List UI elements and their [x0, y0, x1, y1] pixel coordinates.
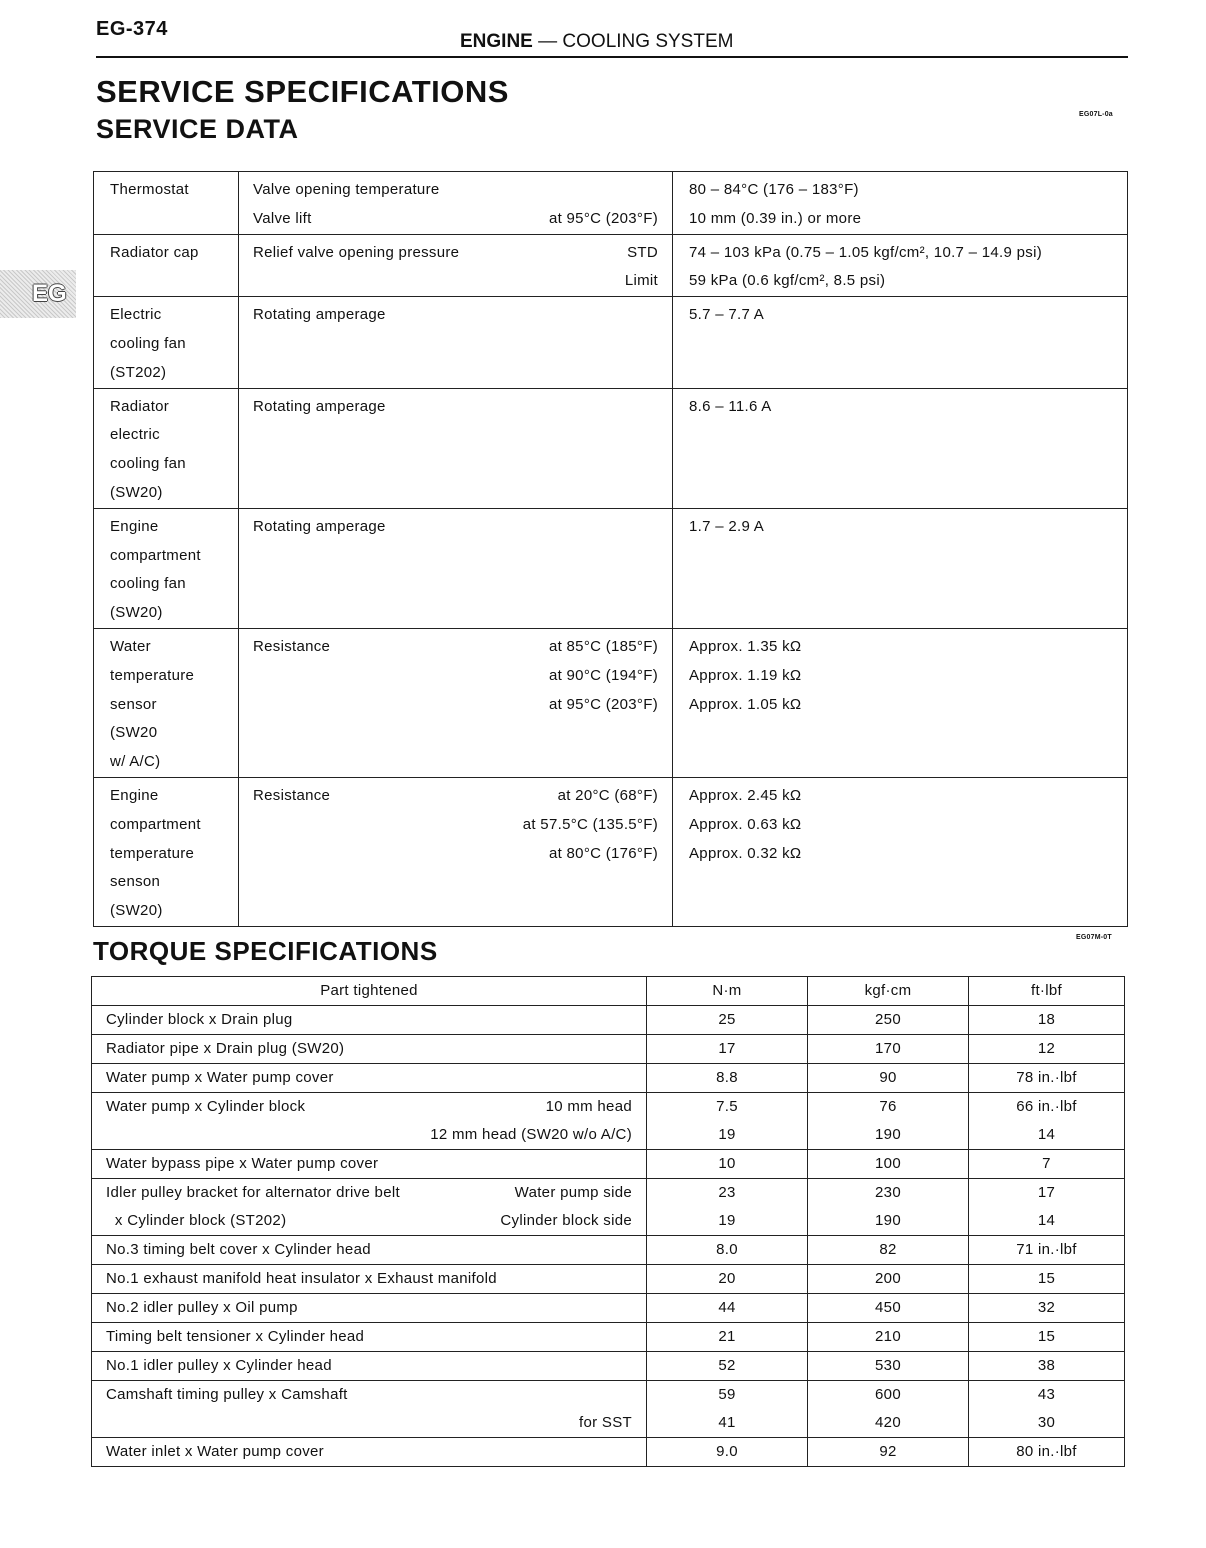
- torque-kgf-value: 100: [875, 1155, 901, 1172]
- header-nm: N·m: [647, 977, 808, 1006]
- torque-row: [92, 1265, 1125, 1294]
- service-item-line: (SW20): [110, 483, 163, 501]
- service-item-line: Radiator: [110, 397, 170, 415]
- torque-ftlbf-value: 38: [1037, 1357, 1056, 1374]
- torque-ftlbf: [969, 1150, 1125, 1179]
- service-item-line: cooling fan: [110, 334, 186, 352]
- condition-line: [253, 205, 658, 234]
- service-value: [673, 234, 1128, 297]
- torque-nm-value: 9.0: [716, 1443, 738, 1460]
- torque-nm-value: 44: [718, 1299, 736, 1316]
- part-line: [106, 1409, 632, 1437]
- service-item-line: cooling fan: [110, 455, 186, 473]
- part-tightened: [92, 1265, 647, 1294]
- condition-qualifier: at 95°C (203°F): [548, 209, 658, 227]
- torque-kgf-value: 190: [875, 1212, 901, 1229]
- part-line: [106, 1352, 632, 1380]
- part-line: [106, 1179, 632, 1207]
- torque-nm-value: 41: [718, 1414, 736, 1431]
- service-item: [94, 234, 239, 297]
- part-line: [106, 1064, 632, 1092]
- condition-text: Relief valve opening pressure: [253, 243, 460, 261]
- part-line: [106, 1121, 632, 1149]
- torque-row: [92, 1035, 1125, 1064]
- dash: —: [538, 31, 558, 52]
- service-row: [94, 172, 1128, 235]
- torque-ftlbf-value: 15: [1037, 1270, 1056, 1287]
- condition-line: [253, 301, 658, 330]
- torque-heading: TORQUE SPECIFICATIONS: [93, 936, 438, 966]
- part-tightened: [92, 1179, 647, 1236]
- service-condition: [239, 172, 673, 235]
- service-item-line: w/ A/C): [110, 753, 161, 771]
- torque-nm-value: 17: [718, 1040, 736, 1057]
- torque-kgf: [808, 1150, 969, 1179]
- torque-kgf: [808, 1381, 969, 1438]
- part-tightened: [92, 1150, 647, 1179]
- torque-kgf-value: 600: [875, 1386, 901, 1403]
- torque-row: [92, 1093, 1125, 1150]
- part-tightened: [92, 1093, 647, 1150]
- torque-ftlbf-value: 12: [1037, 1040, 1056, 1057]
- service-condition: [239, 508, 673, 628]
- service-item-line: (SW20): [110, 902, 163, 920]
- part-name: Radiator pipe x Drain plug (SW20): [106, 1040, 345, 1057]
- condition-text: Valve lift: [253, 209, 312, 227]
- part-tightened: [92, 1438, 647, 1467]
- service-item: [94, 777, 239, 926]
- service-item-line: sensor: [110, 695, 157, 713]
- service-row: [94, 234, 1128, 297]
- condition-line: [253, 267, 658, 296]
- service-item-line: compartment: [110, 546, 201, 564]
- condition-qualifier: at 57.5°C (135.5°F): [522, 815, 658, 833]
- torque-nm: [647, 1179, 808, 1236]
- torque-row: [92, 1381, 1125, 1438]
- condition-text: Resistance: [253, 637, 331, 655]
- part-line: [106, 1236, 632, 1264]
- service-row: [94, 628, 1128, 777]
- torque-kgf-value: 450: [875, 1299, 901, 1316]
- torque-row: [92, 1236, 1125, 1265]
- torque-nm-value: 10: [718, 1155, 736, 1172]
- spec-value: 8.6 – 11.6 A: [689, 397, 772, 415]
- torque-kgf-value: 200: [875, 1270, 901, 1287]
- part-name: Cylinder block x Drain plug: [106, 1011, 293, 1028]
- section-tab-label: EG: [32, 280, 67, 307]
- service-item-line: (ST202): [110, 363, 167, 381]
- torque-kgf: [808, 1236, 969, 1265]
- part-tightened: [92, 1035, 647, 1064]
- part-tightened: [92, 1006, 647, 1035]
- part-line: [106, 1207, 632, 1235]
- torque-kgf-value: 76: [879, 1098, 897, 1115]
- service-item-line: electric: [110, 426, 160, 444]
- torque-kgf: [808, 1179, 969, 1236]
- part-qualifier: Water pump side: [514, 1184, 632, 1201]
- section-tab: [0, 270, 76, 318]
- torque-nm: [647, 1323, 808, 1352]
- part-name: x Cylinder block (ST202): [106, 1212, 287, 1229]
- part-name: Camshaft timing pulley x Camshaft: [106, 1386, 348, 1403]
- spec-value: Approx. 0.63 kΩ: [689, 815, 802, 833]
- torque-row: [92, 1179, 1125, 1236]
- torque-ftlbf: [969, 1035, 1125, 1064]
- torque-nm: [647, 1352, 808, 1381]
- condition-text: Rotating amperage: [253, 517, 386, 535]
- torque-kgf-value: 190: [875, 1126, 901, 1143]
- page-number: EG-374: [96, 18, 168, 40]
- header-ft: ft·lbf: [969, 977, 1125, 1006]
- torque-row: [92, 1006, 1125, 1035]
- part-name: No.2 idler pulley x Oil pump: [106, 1299, 298, 1316]
- service-value: [673, 388, 1128, 508]
- torque-kgf: [808, 1035, 969, 1064]
- part-line: [106, 1265, 632, 1293]
- torque-nm: [647, 1064, 808, 1093]
- torque-ftlbf: [969, 1236, 1125, 1265]
- service-row: [94, 388, 1128, 508]
- condition-text: Valve opening temperature: [253, 181, 440, 198]
- service-value: [673, 297, 1128, 388]
- torque-kgf-value: 530: [875, 1357, 901, 1374]
- torque-nm: [647, 1006, 808, 1035]
- torque-kgf: [808, 1265, 969, 1294]
- torque-ftlbf-value: 32: [1037, 1299, 1056, 1316]
- service-item-line: Water: [110, 637, 151, 655]
- service-item: [94, 508, 239, 628]
- torque-kgf-value: 230: [875, 1184, 901, 1201]
- torque-kgf: [808, 1294, 969, 1323]
- torque-nm-value: 20: [718, 1270, 736, 1287]
- torque-ftlbf: [969, 1179, 1125, 1236]
- condition-line: [253, 513, 658, 542]
- torque-kgf-value: 82: [879, 1241, 897, 1258]
- service-value: [673, 508, 1128, 628]
- service-item-line: Engine: [110, 517, 159, 535]
- condition-line: [253, 633, 658, 662]
- torque-header-row: [92, 977, 1125, 1006]
- part-tightened: [92, 1323, 647, 1352]
- torque-nm-value: 59: [718, 1386, 736, 1403]
- part-tightened: [92, 1236, 647, 1265]
- service-item-line: Thermostat: [110, 181, 189, 198]
- torque-ftlbf-value: 15: [1037, 1328, 1056, 1345]
- service-condition: [239, 628, 673, 777]
- service-item-line: (SW20: [110, 724, 158, 742]
- service-condition: [239, 777, 673, 926]
- spec-value: Approx. 0.32 kΩ: [689, 844, 802, 862]
- part-name: Water inlet x Water pump cover: [106, 1443, 324, 1460]
- torque-nm-value: 23: [718, 1184, 736, 1201]
- torque-nm-value: 19: [718, 1212, 736, 1229]
- torque-ftlbf-value: 43: [1037, 1386, 1056, 1403]
- condition-qualifier: Limit: [624, 272, 658, 290]
- torque-kgf: [808, 1323, 969, 1352]
- spec-value: 59 kPa (0.6 kgf/cm², 8.5 psi): [689, 272, 886, 290]
- spec-value: Approx. 1.35 kΩ: [689, 637, 802, 655]
- condition-qualifier: at 90°C (194°F): [548, 666, 658, 684]
- torque-ftlbf-value: 71 in.·lbf: [1016, 1241, 1077, 1258]
- part-name: Timing belt tensioner x Cylinder head: [106, 1328, 365, 1345]
- service-row: [94, 508, 1128, 628]
- torque-ftlbf: [969, 1438, 1125, 1467]
- spec-value: Approx. 1.19 kΩ: [689, 666, 802, 684]
- header-rule: [96, 56, 1128, 58]
- torque-nm: [647, 1294, 808, 1323]
- service-value: [673, 628, 1128, 777]
- torque-code: EG07M-0T: [1076, 934, 1112, 941]
- part-line: [106, 1438, 632, 1466]
- torque-ftlbf: [969, 1093, 1125, 1150]
- service-row: [94, 777, 1128, 926]
- torque-ftlbf-value: 18: [1037, 1011, 1056, 1028]
- part-qualifier: 12 mm head (SW20 w/o A/C): [430, 1126, 632, 1143]
- torque-ftlbf-value: 17: [1037, 1184, 1056, 1201]
- torque-ftlbf-value: 7: [1042, 1155, 1051, 1172]
- service-item: [94, 388, 239, 508]
- torque-kgf-value: 210: [875, 1328, 901, 1345]
- torque-kgf-value: 420: [875, 1414, 901, 1431]
- part-name: Water bypass pipe x Water pump cover: [106, 1155, 379, 1172]
- torque-row: [92, 1150, 1125, 1179]
- condition-line: [253, 662, 658, 691]
- part-line: [106, 1150, 632, 1178]
- service-data-heading: SERVICE DATA: [96, 114, 299, 144]
- service-item: [94, 297, 239, 388]
- torque-nm: [647, 1093, 808, 1150]
- service-item-line: Radiator cap: [110, 243, 199, 261]
- torque-kgf-value: 170: [875, 1040, 901, 1057]
- part-line: [106, 1035, 632, 1063]
- part-name: Water pump x Water pump cover: [106, 1069, 334, 1086]
- torque-ftlbf-value: 30: [1037, 1414, 1056, 1431]
- torque-kgf: [808, 1352, 969, 1381]
- service-row: [94, 297, 1128, 388]
- part-name: No.1 exhaust manifold heat insulator x Exhaust manifold: [106, 1270, 497, 1287]
- condition-qualifier: at 20°C (68°F): [557, 786, 658, 804]
- torque-ftlbf: [969, 1294, 1125, 1323]
- condition-line: [253, 239, 658, 268]
- condition-line: [253, 782, 658, 811]
- torque-nm-value: 8.0: [716, 1241, 738, 1258]
- part-line: [106, 1294, 632, 1322]
- torque-table: [91, 976, 1125, 1467]
- torque-kgf-value: 92: [879, 1443, 897, 1460]
- torque-kgf-value: 250: [875, 1011, 901, 1028]
- part-qualifier: for SST: [579, 1414, 632, 1431]
- torque-nm-value: 7.5: [716, 1098, 738, 1115]
- service-item-line: Electric: [110, 306, 162, 324]
- spec-value: Approx. 2.45 kΩ: [689, 786, 802, 804]
- service-item: [94, 628, 239, 777]
- service-item-line: temperature: [110, 666, 195, 684]
- part-line: [106, 1381, 632, 1409]
- torque-row: [92, 1064, 1125, 1093]
- part-tightened: [92, 1381, 647, 1438]
- torque-kgf: [808, 1438, 969, 1467]
- torque-nm: [647, 1236, 808, 1265]
- torque-kgf: [808, 1064, 969, 1093]
- section-name: ENGINE: [460, 31, 533, 52]
- spec-value: 74 – 103 kPa (0.75 – 1.05 kgf/cm², 10.7 – 14.9 psi): [689, 243, 1043, 261]
- torque-kgf-value: 90: [879, 1069, 897, 1086]
- torque-ftlbf-value: 14: [1037, 1126, 1056, 1143]
- spec-value: 5.7 – 7.7 A: [689, 306, 765, 324]
- part-name: Idler pulley bracket for alternator drive belt: [106, 1184, 400, 1201]
- torque-row: [92, 1352, 1125, 1381]
- torque-ftlbf: [969, 1064, 1125, 1093]
- service-item-line: temperature: [110, 844, 195, 862]
- torque-kgf: [808, 1093, 969, 1150]
- torque-nm-value: 25: [718, 1011, 736, 1028]
- condition-line: [253, 393, 658, 422]
- service-item-line: compartment: [110, 815, 201, 833]
- service-condition: [239, 234, 673, 297]
- torque-row: [92, 1323, 1125, 1352]
- page-title: SERVICE SPECIFICATIONS: [96, 74, 509, 109]
- condition-line: [253, 176, 658, 205]
- condition-line: [253, 691, 658, 720]
- service-data-code: EG07L-0a: [1079, 111, 1113, 118]
- torque-nm: [647, 1265, 808, 1294]
- subsection-name: COOLING SYSTEM: [562, 31, 734, 52]
- condition-qualifier: STD: [627, 243, 658, 261]
- part-name: No.1 idler pulley x Cylinder head: [106, 1357, 332, 1374]
- torque-nm-value: 52: [718, 1357, 736, 1374]
- condition-line: [253, 840, 658, 869]
- torque-nm-value: 21: [718, 1328, 736, 1345]
- service-item: [94, 172, 239, 235]
- spec-value: 1.7 – 2.9 A: [689, 517, 765, 535]
- torque-nm: [647, 1438, 808, 1467]
- torque-nm-value: 19: [718, 1126, 736, 1143]
- spec-value: 10 mm (0.39 in.) or more: [689, 209, 862, 227]
- condition-text: Resistance: [253, 786, 331, 804]
- condition-line: [253, 811, 658, 840]
- torque-ftlbf: [969, 1323, 1125, 1352]
- running-head: [460, 31, 733, 53]
- service-value: [673, 172, 1128, 235]
- header-part: Part tightened: [92, 977, 647, 1006]
- part-tightened: [92, 1352, 647, 1381]
- condition-qualifier: at 95°C (203°F): [548, 695, 658, 713]
- part-tightened: [92, 1064, 647, 1093]
- service-item-line: (SW20): [110, 604, 163, 622]
- part-qualifier: 10 mm head: [545, 1098, 632, 1115]
- part-tightened: [92, 1294, 647, 1323]
- torque-ftlbf: [969, 1381, 1125, 1438]
- service-condition: [239, 297, 673, 388]
- service-data-table: [93, 171, 1128, 927]
- service-item-line: Engine: [110, 786, 159, 804]
- spec-value: Approx. 1.05 kΩ: [689, 695, 802, 713]
- torque-nm-value: 8.8: [716, 1069, 738, 1086]
- service-condition: [239, 388, 673, 508]
- header-kgf: kgf·cm: [808, 977, 969, 1006]
- torque-ftlbf: [969, 1352, 1125, 1381]
- torque-ftlbf-value: 78 in.·lbf: [1016, 1069, 1077, 1086]
- torque-row: [92, 1438, 1125, 1467]
- torque-ftlbf: [969, 1006, 1125, 1035]
- condition-text: Rotating amperage: [253, 306, 386, 324]
- torque-ftlbf-value: 66 in.·lbf: [1016, 1098, 1077, 1115]
- part-line: [106, 1093, 632, 1121]
- part-line: [106, 1323, 632, 1351]
- torque-kgf: [808, 1006, 969, 1035]
- service-item-line: cooling fan: [110, 575, 186, 593]
- part-name: No.3 timing belt cover x Cylinder head: [106, 1241, 371, 1258]
- service-item-line: senson: [110, 873, 161, 891]
- torque-row: [92, 1294, 1125, 1323]
- condition-text: Rotating amperage: [253, 397, 386, 415]
- torque-ftlbf: [969, 1265, 1125, 1294]
- service-value: [673, 777, 1128, 926]
- torque-nm: [647, 1381, 808, 1438]
- torque-nm: [647, 1150, 808, 1179]
- spec-value: 80 – 84°C (176 – 183°F): [689, 181, 859, 198]
- part-line: [106, 1006, 632, 1034]
- part-qualifier: Cylinder block side: [500, 1212, 632, 1229]
- torque-nm: [647, 1035, 808, 1064]
- condition-qualifier: at 85°C (185°F): [548, 637, 658, 655]
- condition-qualifier: at 80°C (176°F): [548, 844, 658, 862]
- part-name: Water pump x Cylinder block: [106, 1098, 306, 1115]
- torque-ftlbf-value: 14: [1037, 1212, 1056, 1229]
- torque-ftlbf-value: 80 in.·lbf: [1016, 1443, 1077, 1460]
